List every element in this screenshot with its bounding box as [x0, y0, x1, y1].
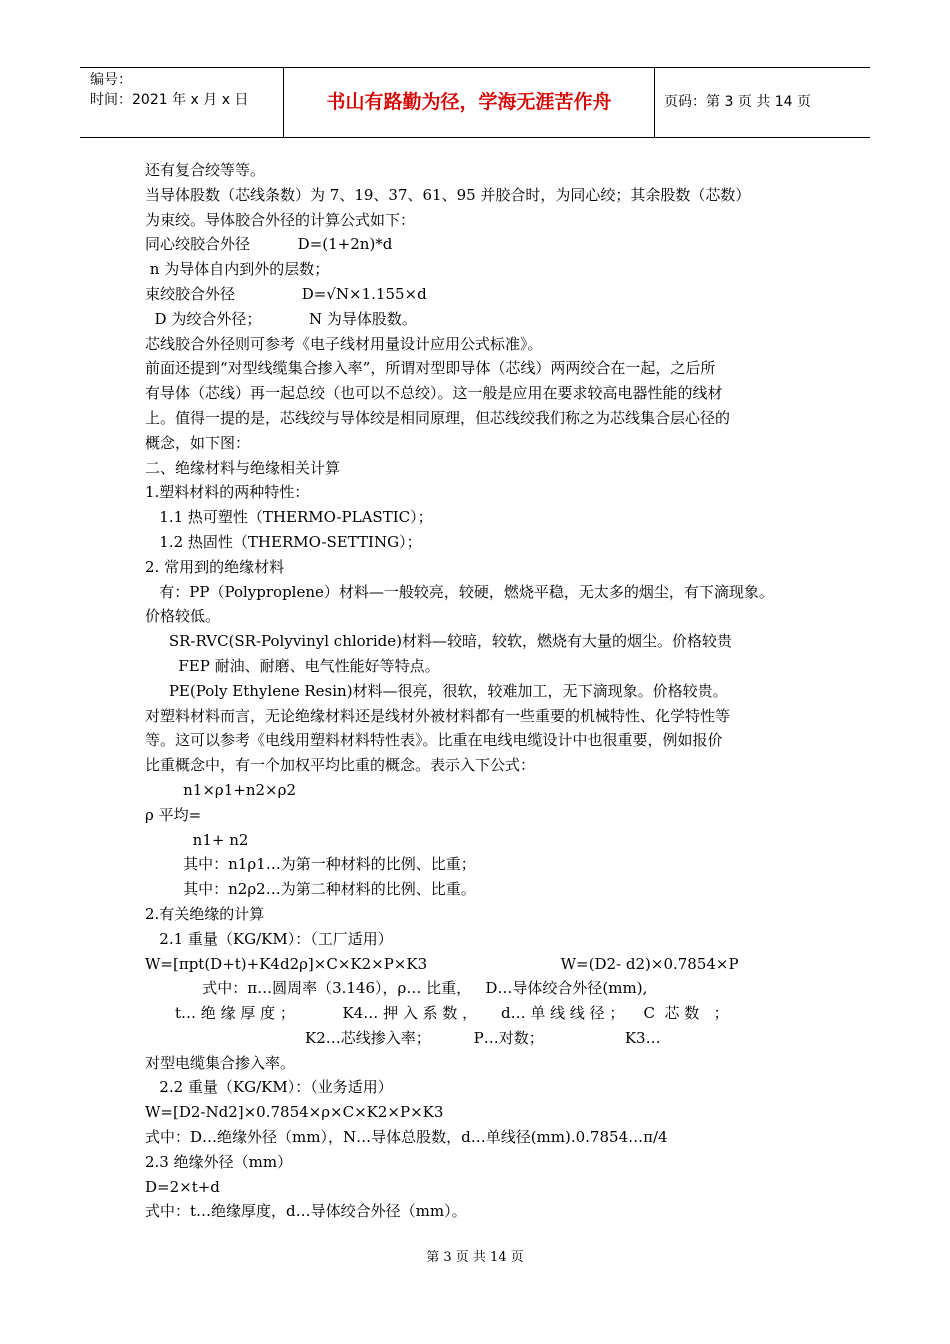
text-line: 等。这可以参考《电线用塑料材料特性表》。比重在电线电缆设计中也很重要，例如报价: [145, 731, 723, 750]
text-line: D 为绞合外径； N 为导体股数。: [145, 309, 417, 328]
formula-line: W=[πpt(D+t)+K4d2ρ]×C×K2×P×K3 W=(D2- d2)×0.7854×P: [145, 954, 739, 973]
text-line: 1.2 热固性（THERMO-SETTING）；: [145, 532, 422, 551]
text-line: 价格较低。: [145, 607, 221, 626]
text-line: 1.1 热可塑性（THERMO-PLASTIC）；: [145, 508, 433, 527]
text-line: 1.塑料材料的两种特性：: [145, 483, 310, 502]
formula-line: D=2×t+d: [145, 1177, 220, 1196]
text-line: 式中：π…圆周率（3.146），ρ… 比重， D…导体绞合外径(mm),: [145, 979, 648, 998]
text-line: 概念，如下图：: [145, 433, 251, 452]
header-motto: 书山有路勤为径，学海无涯苦作舟: [283, 68, 655, 137]
text-line: 当导体股数（芯线条数）为 7、19、37、61、95 并胶合时，为同心绞；其余股数（芯数）: [145, 185, 751, 204]
text-line: 还有复合绞等等。: [145, 161, 266, 179]
text-line: FEP 耐油、耐磨、电气性能好等特点。: [145, 656, 440, 675]
text-line: 式中：D…绝缘外径（mm），N…导体总股数，d…单线径(mm).0.7854…π/4: [145, 1128, 668, 1147]
document-body: [145, 158, 809, 1224]
header-number-label: 编号：: [90, 72, 132, 88]
header-meta: [80, 68, 283, 137]
text-line: 同心绞胶合外径 D=(1+2n)*d: [145, 235, 393, 254]
formula-label: ρ 平均=: [145, 805, 202, 824]
text-line: 前面还提到“对型线缆集合掺入率”，所谓对型即导体（芯线）两两绞合在一起，之后所: [145, 359, 716, 378]
text-line: 束绞胶合外径 D=√N×1.155×d: [145, 284, 427, 303]
text-line: 有导体（芯线）再一起总绞（也可以不总绞）。这一般是应用在要求较高电器性能的线材: [145, 384, 723, 403]
section-heading: 二、绝缘材料与绝缘相关计算: [145, 458, 341, 477]
text-line: 其中：n1ρ1…为第一种材料的比例、比重；: [145, 855, 476, 874]
text-line: 对型电缆集合掺入率。: [145, 1053, 296, 1072]
text-line: 2.2 重量（KG/KM）：（业务适用）: [145, 1078, 393, 1097]
formula-line: W=[D2-Nd2]×0.7854×ρ×C×K2×P×K3: [145, 1103, 444, 1122]
text-line: 为束绞。导体胶合外径的计算公式如下：: [145, 210, 416, 229]
text-line: 对塑料材料而言，无论绝缘材料还是线材外被材料都有一些重要的机械特性、化学特性等: [145, 706, 731, 725]
text-line: 式中：t…绝缘厚度，d…导体绞合外径（mm）。: [145, 1202, 467, 1221]
formula-denominator: n1+ n2: [145, 830, 249, 849]
text-line: n 为导体自内到外的层数；: [145, 260, 330, 279]
text-line: 上。值得一提的是，芯线绞与导体绞是相同原理，但芯线绞我们称之为芯线集合层心径的: [145, 408, 731, 427]
text-line: 2.3 绝缘外径（mm）: [145, 1152, 293, 1171]
text-line: 2. 常用到的绝缘材料: [145, 557, 285, 576]
page-footer: 第 3 页 共 14 页: [426, 1250, 524, 1265]
text-line: 有：PP（Polyproplene）材料—一般较亮，较硬，燃烧平稳，无太多的烟尘，有下滴现象。: [145, 582, 774, 601]
text-line: 芯线胶合外径则可参考《电子线材用量设计应用公式标准》。: [145, 334, 543, 353]
text-line: 2.1 重量（KG/KM）：（工厂适用）: [145, 929, 393, 948]
text-line: 2.有关绝缘的计算: [145, 904, 265, 923]
text-line: K2…芯线掺入率； P…对数； K3…: [305, 1028, 661, 1047]
formula-numerator: n1×ρ1+n2×ρ2: [145, 780, 296, 799]
page-header: [80, 67, 870, 138]
header-page-info: 页码：第 3 页 共 14 页: [664, 94, 811, 110]
text-line: 其中：n2ρ2…为第二种材料的比例、比重。: [145, 880, 476, 899]
text-line: t… 绝 缘 厚 度 ； K4… 押 入 系 数 ， d… 单 线 线 径 ； C 芯 数 ；: [175, 1004, 729, 1023]
text-line: 比重概念中，有一个加权平均比重的概念。表示入下公式：: [145, 756, 536, 775]
text-line: SR-RVC(SR-Polyvinyl chloride)材料—较暗，较软，燃烧有大量的烟尘。价格较贵: [145, 632, 732, 651]
header-date: 时间：2021 年 x 月 x 日: [90, 92, 249, 108]
text-line: PE(Poly Ethylene Resin)材料—很亮，很软，较难加工，无下滴现象。价格较贵。: [145, 681, 728, 700]
